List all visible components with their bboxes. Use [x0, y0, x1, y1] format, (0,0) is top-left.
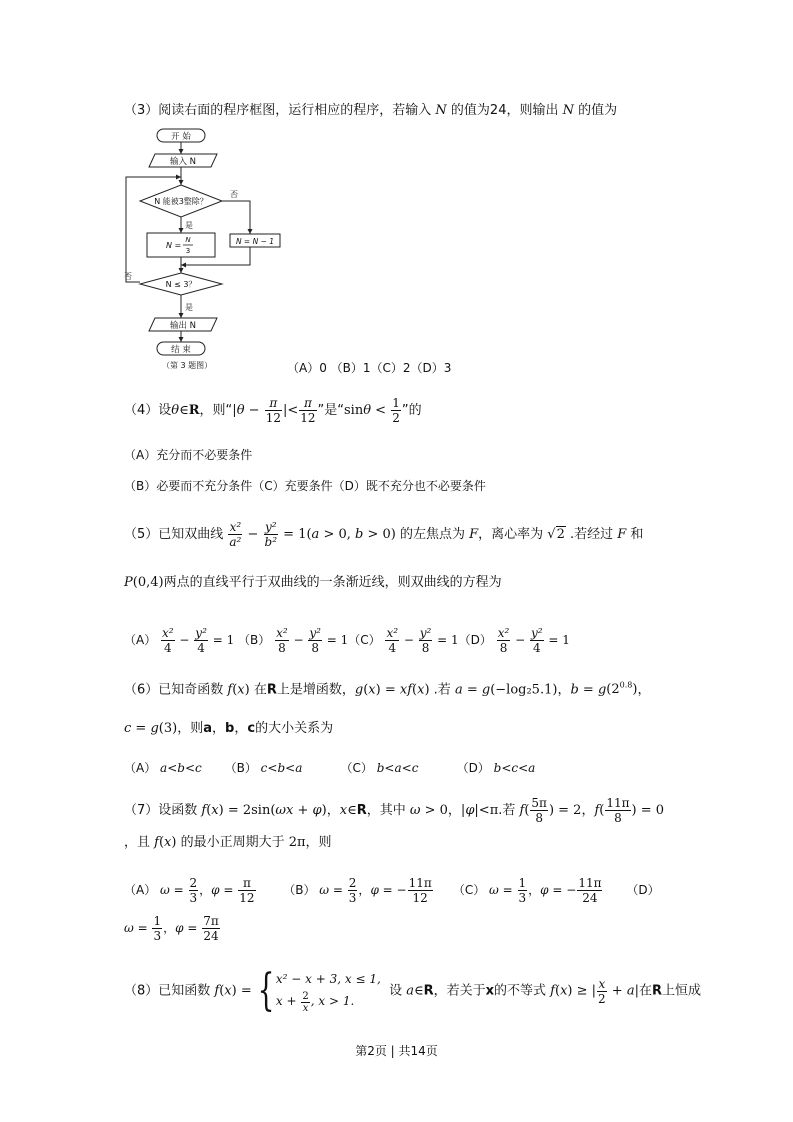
flow-input-label: 输入 N [169, 157, 197, 167]
flow-decision1-label: N 能被3整除？ [154, 197, 208, 206]
flow-assign-right-label: N = N − 1 [235, 237, 275, 246]
flow-assign-left-label: N = [166, 241, 182, 250]
q8-stem: （8）已知函数 f(x) = { x² − x + 3, x ≤ 1, x + $\frac{2}{x}$ , x > 1. 设 a∈R，若关于x的不等式 f(x) ≥ | $\frac{x}{2}$ + a|在R上恒成 [124, 965, 702, 1016]
q5-stem-2: P(0,4)两点的直线平行于双曲线的一条渐近线，则双曲线的方程为 [124, 575, 502, 590]
flow-yes1-label: 是 [185, 221, 193, 230]
flow-no2-label: 否 [124, 272, 132, 281]
q6-stem-2: c = g(3)，则a，b，c的大小关系为 [124, 721, 334, 736]
q3-stem: （3）阅读右面的程序框图，运行相应的程序，若输入 N 的值为24，则输出 N 的值为 [124, 103, 618, 118]
q4-stem: （4）设θ∈R，则“|θ − $\frac{\pi}{12}$ |< $\frac{\pi}{12}$ ”是“sinθ < $\frac{1}{2}$ ”的 [124, 396, 422, 425]
q7-options: （A） ω = $\frac{2}{3}$ ，φ = $\frac{\pi}{12}$ （B） ω = $\frac{2}{3}$ ，φ = − $\frac{11\pi}{12}$ （C） ω = $\frac{1}{3}$ ，φ = − $\frac{11\pi}{24}$ （D） [124, 876, 660, 905]
q5-options: （A） $\frac{\text{x²}}{4}$ − $\frac{\text{y²}}{4}$ = 1 （B） $\frac{\text{x²}}{8}$ − $\frac{\text{y²}}{8}$ = 1（C） $\frac{\text{x²}}{4}$ − $\frac{\text{y²}}{8}$ = 1（D） $\frac{\text{x²}}{8}$ − $\frac{\text{y²}}{4}$ = 1 [124, 626, 570, 655]
flow-start-label: 开 始 [171, 132, 191, 142]
q5-stem: （5）已知双曲线 $\frac{\text{x²}}{\text{a²}}$ − $\frac{\text{y²}}{\text{b²}}$ = 1(a > 0, b > 0) 的左焦点为 F，离心率为 √2 .若经过 F 和 [124, 520, 644, 549]
flowchart-diagram [122, 125, 292, 375]
svg-text:N: N [185, 236, 191, 244]
flow-decision2-label: N ≤ 3？ [165, 280, 197, 289]
flow-no1-label: 否 [230, 190, 238, 199]
flow-end-label: 结 束 [171, 345, 191, 355]
flow-caption: （第 3 题图） [162, 361, 213, 370]
q6-stem: （6）已知奇函数 f(x) 在R上是增函数，g(x) = xf(x) .若 a = g(−log₂5.1)，$b = g(2^{0.8})$， [124, 681, 651, 698]
q6-options: （A） a<b<c （B） c<b<a （C） b<a<c （D） b<c<a [124, 761, 536, 775]
q7-stem: （7）设函数 f(x) = 2sin(ωx + φ)，x∈R，其中 ω > 0，|φ|<π.若 f( $\frac{5\pi}{8}$ ) = 2，f( $\frac{11\pi}{8}$ ) = 0 [124, 796, 664, 825]
q4-option-a: （A）充分而不必要条件 [124, 448, 253, 462]
flow-output-label: 输出 N [169, 321, 197, 331]
q3-options: （A）0 （B）1（C）2（D）3 [287, 361, 452, 375]
q7-stem-2: ，且 f(x) 的最小正周期大于 2π，则 [124, 835, 332, 850]
q7-option-d: ω = $\frac{1}{3}$ ，φ = $\frac{7\pi}{24}$ [124, 914, 219, 943]
q4-option-bcd: （B）必要而不充分条件（C）充要条件（D）既不充分也不必要条件 [124, 479, 486, 493]
page-footer: 第2页 | 共14页 [355, 1044, 438, 1058]
svg-text:3: 3 [185, 247, 191, 255]
flow-yes2-label: 是 [185, 303, 193, 312]
